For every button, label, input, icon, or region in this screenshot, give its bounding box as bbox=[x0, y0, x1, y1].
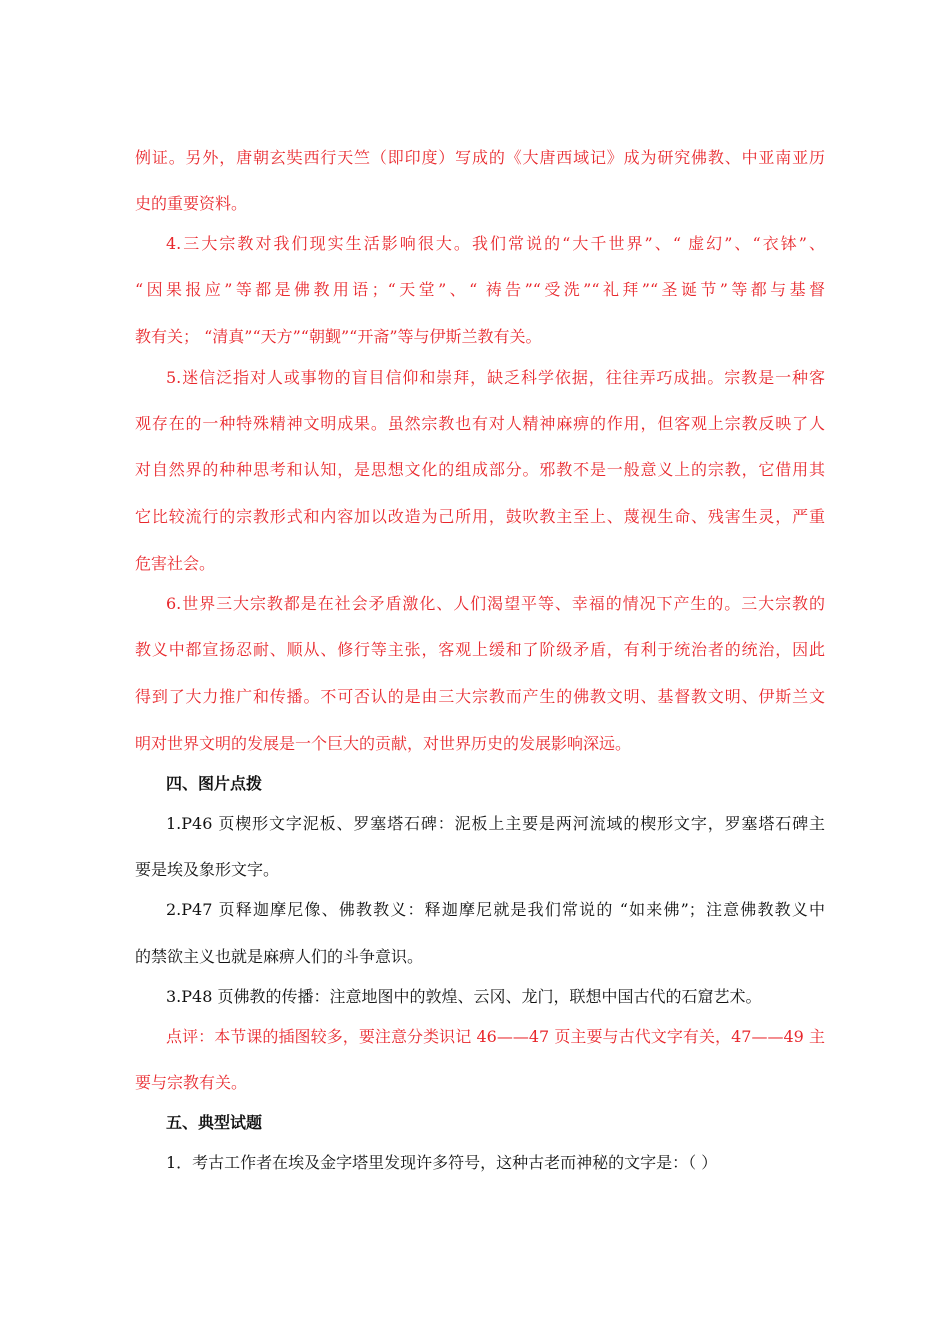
text-line: 教有关； “清真”“天方”“朝觐”“开斋”等与伊斯兰教有关。 bbox=[135, 327, 542, 346]
text-line: 1.P46 页楔形文字泥板、罗塞塔石碑：泥板上主要是两河流域的楔形文字，罗塞塔石碑主 bbox=[166, 814, 825, 833]
text-line: 教义中都宣扬忍耐、顺从、修行等主张，客观上缓和了阶级矛盾，有利于统治者的统治，因此 bbox=[135, 640, 825, 659]
section-heading: 五、典型试题 bbox=[166, 1113, 263, 1132]
text-line: 它比较流行的宗教形式和内容加以改造为己所用，鼓吹教主至上、蔑视生命、残害生灵，严重 bbox=[135, 507, 825, 526]
text-line: 要是埃及象形文字。 bbox=[135, 860, 280, 879]
text-line: 对自然界的种种思考和认知，是思想文化的组成部分。邪教不是一般意义上的宗教，它借用其 bbox=[135, 460, 825, 479]
text-line: 史的重要资料。 bbox=[135, 194, 248, 213]
text-line: 观存在的一种特殊精神文明成果。虽然宗教也有对人精神麻痹的作用，但客观上宗教反映了人 bbox=[135, 414, 825, 433]
text-line: 3.P48 页佛教的传播：注意地图中的敦煌、云冈、龙门，联想中国古代的石窟艺术。 bbox=[166, 987, 762, 1006]
text-line: 2.P47 页释迦摩尼像、佛教教义：释迦摩尼就是我们常说的 “如来佛”；注意佛教教义中 bbox=[166, 900, 825, 919]
text-line: 得到了大力推广和传播。不可否认的是由三大宗教而产生的佛教文明、基督教文明、伊斯兰文 bbox=[135, 687, 825, 706]
text-line: “因果报应”等都是佛教用语；“天堂”、“ 祷告”“受洗”“礼拜”“圣诞节”等都与基督 bbox=[135, 280, 825, 299]
comment-line: 要与宗教有关。 bbox=[135, 1073, 248, 1092]
text-line: 4.三大宗教对我们现实生活影响很大。我们常说的“大千世界”、“ 虚幻”、“衣钵”、 bbox=[166, 234, 825, 253]
text-line: 6.世界三大宗教都是在社会矛盾激化、人们渴望平等、幸福的情况下产生的。三大宗教的 bbox=[166, 594, 825, 613]
text-line: 明对世界文明的发展是一个巨大的贡献，对世界历史的发展影响深远。 bbox=[135, 734, 632, 753]
text-line: 的禁欲主义也就是麻痹人们的斗争意识。 bbox=[135, 947, 424, 966]
text-line: 5.迷信泛指对人或事物的盲目信仰和崇拜，缺乏科学依据，往往弄巧成拙。宗教是一种客 bbox=[166, 368, 825, 387]
comment-line: 点评：本节课的插图较多，要注意分类识记 46——47 页主要与古代文字有关，47——49 主 bbox=[166, 1027, 825, 1046]
text-line: 例证。另外，唐朝玄奘西行天竺（即印度）写成的《大唐西域记》成为研究佛教、中亚南亚历 bbox=[135, 148, 825, 167]
section-heading: 四、图片点拨 bbox=[166, 774, 263, 793]
question-line: 1．考古工作者在埃及金字塔里发现许多符号，这种古老而神秘的文字是：（ ） bbox=[166, 1153, 718, 1172]
text-line: 危害社会。 bbox=[135, 554, 216, 573]
